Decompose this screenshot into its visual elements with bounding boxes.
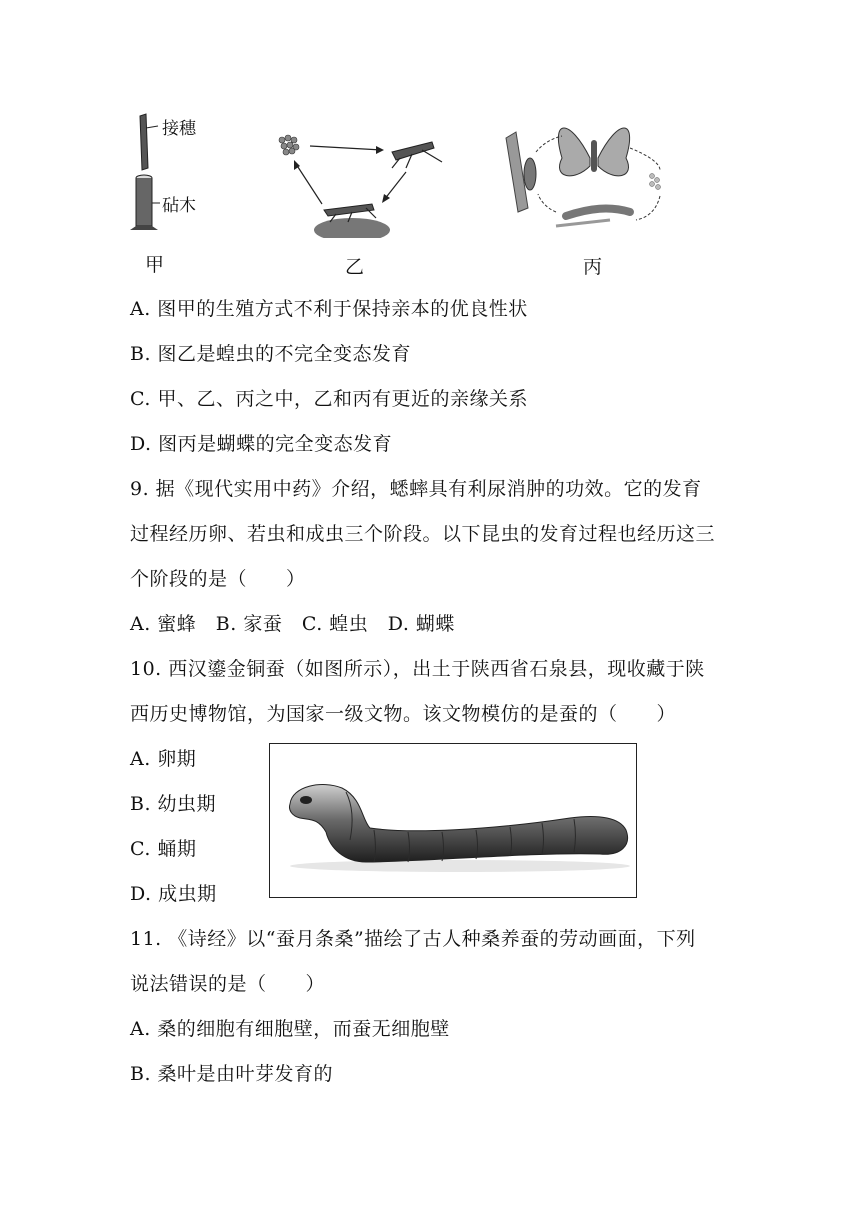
- q8-option-a: A. 图甲的生殖方式不利于保持亲本的优良性状: [130, 298, 528, 320]
- gilded-bronze-silkworm-photo: [269, 743, 637, 898]
- q8-option-b: B. 图乙是蝗虫的不完全变态发育: [130, 343, 412, 365]
- q11-stem-line-2: 说法错误的是（ ）: [130, 973, 326, 995]
- q10-option-c: C. 蛹期: [130, 838, 197, 860]
- q9-options: A. 蜜蜂 B. 家蚕 C. 蝗虫 D. 蝴蝶: [130, 613, 455, 635]
- butterfly-cycle-illustration: [500, 108, 680, 240]
- locust-cycle-illustration: [272, 118, 452, 238]
- q10-stem-line-2: 西历史博物馆，为国家一级文物。该文物模仿的是蚕的（ ）: [130, 703, 677, 725]
- q9-stem-line-1: 9. 据《现代实用中药》介绍，蟋蟀具有利尿消肿的功效。它的发育: [130, 478, 702, 500]
- scion-label: 接穗: [162, 119, 196, 139]
- q10-option-d: D. 成虫期: [130, 883, 217, 905]
- figure-yi-caption: 乙: [345, 256, 365, 278]
- silkworm-illustration: [270, 744, 636, 897]
- figure-bing-butterfly-cycle: [500, 108, 680, 240]
- q10-option-a: A. 卵期: [130, 748, 197, 770]
- figure-yi-locust-cycle: [272, 118, 452, 238]
- q8-option-d: D. 图丙是蝴蝶的完全变态发育: [130, 433, 393, 455]
- q8-option-c: C. 甲、乙、丙之中，乙和丙有更近的亲缘关系: [130, 388, 528, 410]
- q10-stem-line-1: 10. 西汉鎏金铜蚕（如图所示），出土于陕西省石泉县，现收藏于陕: [130, 658, 705, 680]
- q11-option-a: A. 桑的细胞有细胞壁，而蚕无细胞壁: [130, 1018, 450, 1040]
- q11-option-b: B. 桑叶是由叶芽发育的: [130, 1063, 334, 1085]
- q10-option-b: B. 幼虫期: [130, 793, 217, 815]
- rootstock-label: 砧木: [162, 196, 196, 216]
- q9-stem-line-3: 个阶段的是（ ）: [130, 568, 306, 590]
- figure-jia-caption: 甲: [145, 254, 165, 276]
- figure-bing-caption: 丙: [583, 256, 603, 278]
- q11-stem-line-1: 11. 《诗经》以“蚕月条桑”描绘了古人种桑养蚕的劳动画面，下列: [130, 928, 696, 950]
- q9-stem-line-2: 过程经历卵、若虫和成虫三个阶段。以下昆虫的发育过程也经历这三: [130, 523, 716, 545]
